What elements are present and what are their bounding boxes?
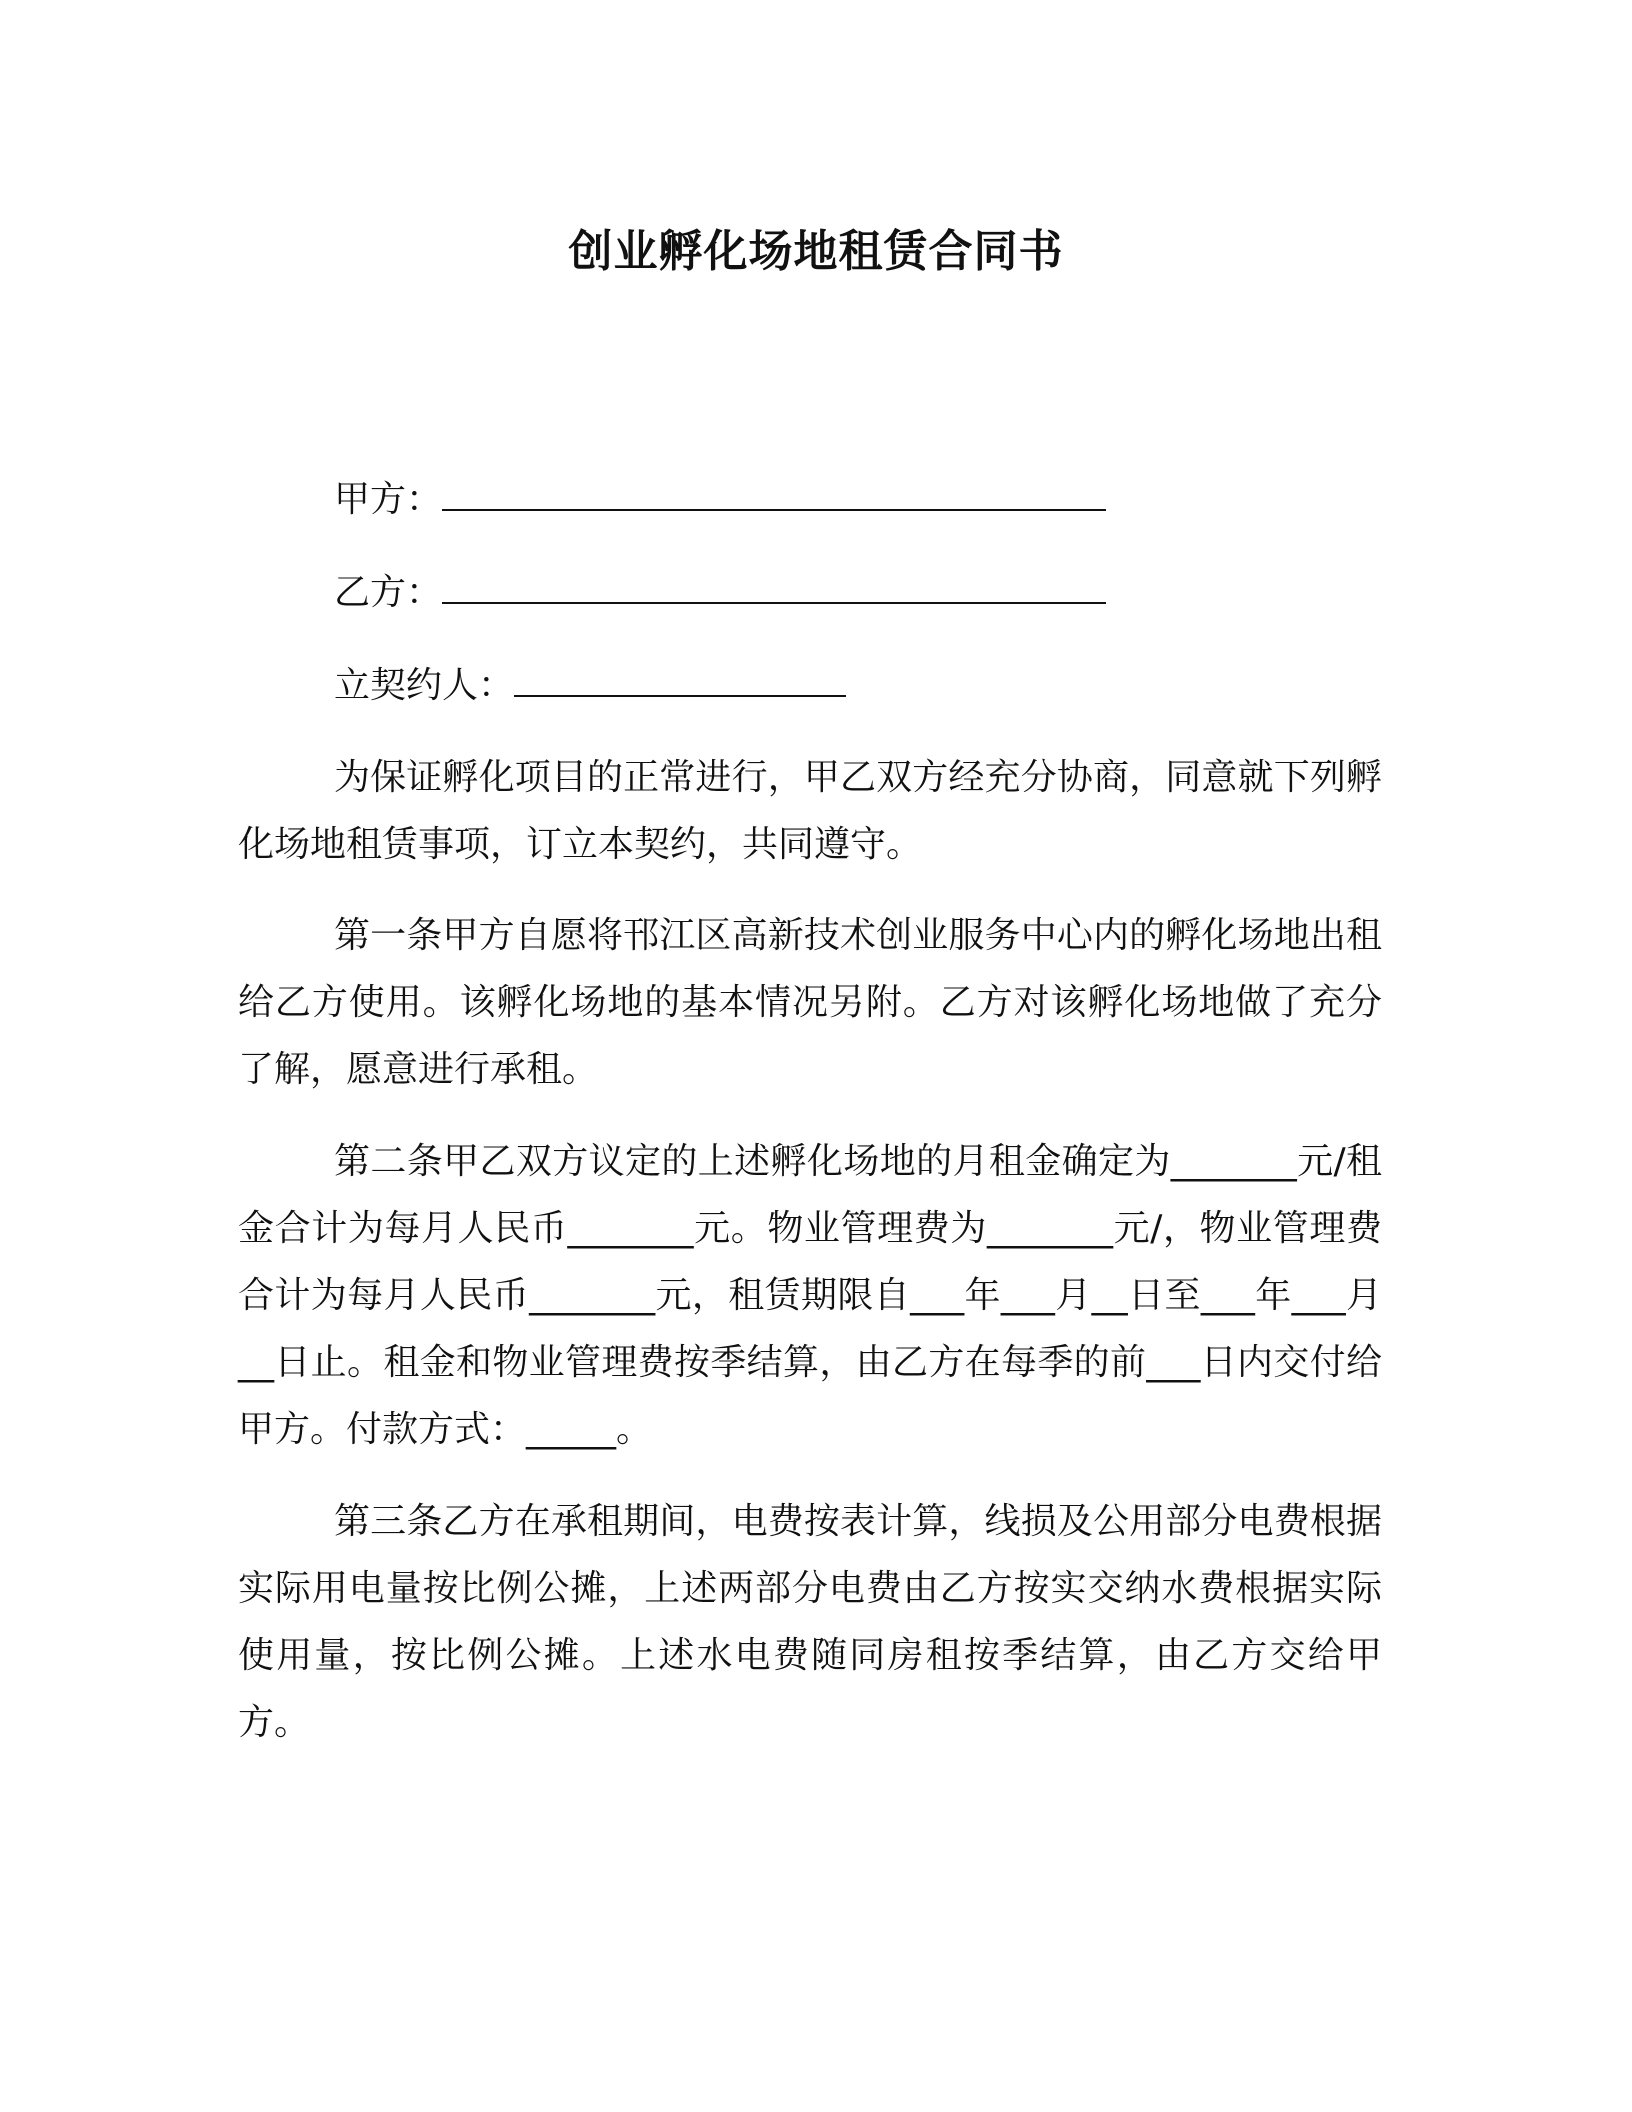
signer-label: 立契约人： [334, 665, 515, 706]
party-a-line [334, 475, 1106, 525]
article-3-paragraph: 第三条乙方在承租期间，电费按表计算，线损及公用部分电费根据实际用电量按比例公摊，上述两部分电费由乙方按实交纳水费根据实际使用量，按比例公摊。上述水电费随同房租按季结算，由乙方交给甲方。 [238, 1501, 1382, 1743]
article-1-paragraph: 第一条甲方自愿将邗江区高新技术创业服务中心内的孵化场地出租给乙方使用。该孵化场地的基本情况另附。乙方对该孵化场地做了充分了解，愿意进行承租。 [238, 915, 1382, 1090]
party-a-blank [442, 475, 1106, 511]
party-b-line [334, 568, 1106, 618]
preamble-paragraph: 为保证孵化项目的正常进行，甲乙双方经充分协商，同意就下列孵化场地租赁事项，订立本契约，共同遵守。 [238, 757, 1382, 865]
party-b-label: 乙方： [334, 572, 443, 613]
document-title: 创业孵化场地租赁合同书 [568, 226, 1064, 277]
signer-blank [514, 661, 846, 697]
party-a-label: 甲方： [334, 479, 443, 520]
article-2-paragraph: 第二条甲乙双方议定的上述孵化场地的月租金确定为_______元/租金合计为每月人民币_______元。物业管理费为_______元/，物业管理费合计为每月人民币_______元，租赁期限自___年___月__日至___年___月__日止。租金和物业管理费按季结算，由乙方在每季的前___日内交付给甲方。付款方式：_____。 [238, 1141, 1382, 1450]
party-b-blank [442, 568, 1106, 604]
signer-line [334, 661, 846, 711]
